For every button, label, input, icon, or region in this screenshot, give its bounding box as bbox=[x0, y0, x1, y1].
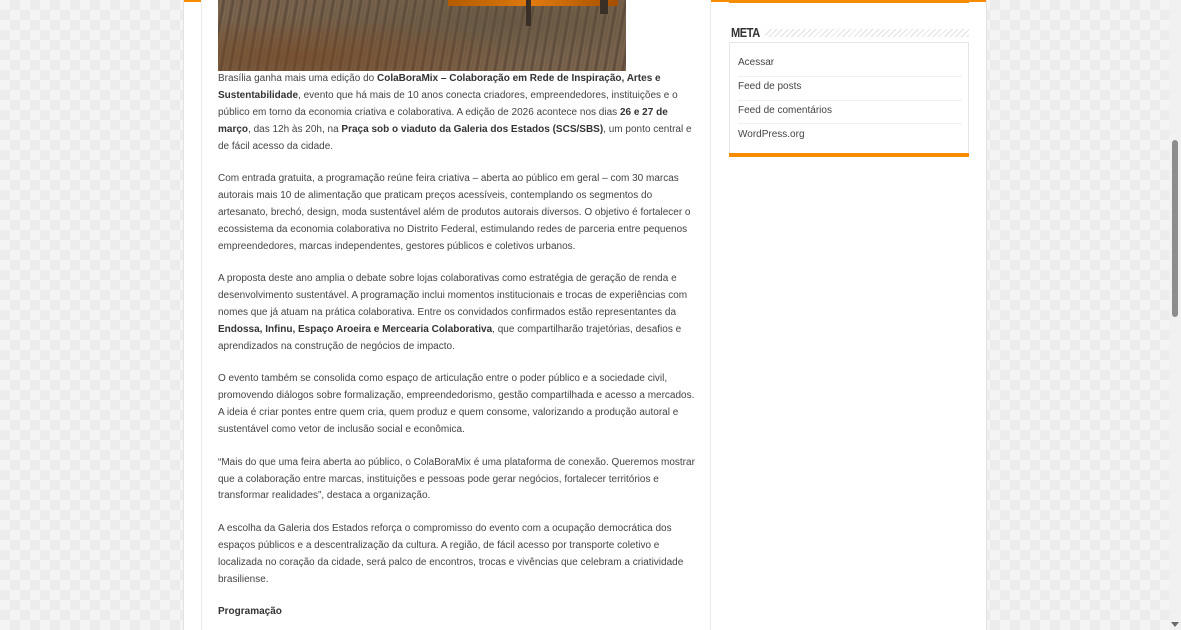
text-run: Brasília ganha mais uma edição do bbox=[218, 73, 377, 84]
article-paragraph-1 bbox=[218, 71, 698, 156]
divider bbox=[738, 123, 962, 124]
article-featured-image[interactable] bbox=[218, 0, 626, 71]
text-run: , evento que há mais de 10 anos conecta criadores, empreendedores, instituições e o público em torno da economia criativa e colaborativa. A edição de 2026 acontece nos dias bbox=[218, 89, 678, 118]
article-body bbox=[218, 71, 698, 621]
bold-text: Endossa, Infinu, Espaço Aroeira e Mercearia Colaborativa bbox=[218, 323, 493, 335]
meta-widget-title: META bbox=[731, 25, 760, 40]
bold-text: Praça sob o viaduto da Galeria dos Estados (SCS/SBS) bbox=[341, 123, 604, 135]
article-content bbox=[201, 0, 711, 630]
section-heading-programacao: Programação bbox=[218, 606, 282, 618]
page-wrapper bbox=[183, 0, 987, 630]
article-paragraph-4: O evento também se consolida como espaço de articulação entre o poder público e a sociedade civil, promovendo diálogos sobre formalização, empreendedorismo, gestão compartilhada e acesso a mercados. A ideia é criar pontes entre quem cria, quem produz e quem consome, valorizando a produção autoral e sustentável como vetor de inclusão social e econômica. bbox=[218, 373, 695, 436]
widget-accent-bar bbox=[729, 153, 969, 157]
text-run: A proposta deste ano amplia o debate sobre lojas colaborativas como estratégia de geração de renda e desenvolvimento sustentável. A programação inclui momentos institucionais e trocas de experiências com nomes que já atuam na prática colaborativa. Entre os convidados confirmados estão representantes da bbox=[218, 273, 688, 319]
meta-link-login[interactable]: Acessar bbox=[738, 57, 775, 68]
article-paragraph-6: A escolha da Galeria dos Estados reforça o compromisso do evento com a ocupação democrática dos espaços públicos e a descentralização da cultura. A região, de fácil acesso por transporte coletivo e localizada no coração da cidade, será palco de encontros, trocas e vivências que celebram a criatividade brasiliense. bbox=[218, 522, 684, 585]
meta-link-posts-feed[interactable]: Feed de posts bbox=[738, 81, 802, 92]
tree-trunk bbox=[600, 0, 608, 14]
meta-link-wordpress[interactable]: WordPress.org bbox=[738, 129, 805, 140]
widget-accent-bar bbox=[729, 0, 969, 3]
scrollbar-thumb[interactable] bbox=[1172, 140, 1178, 317]
text-run: , um ponto central e de fácil acesso da cidade. bbox=[218, 123, 692, 152]
text-run: , das 12h às 20h, na bbox=[248, 123, 342, 135]
meta-link-comments-feed[interactable]: Feed de comentários bbox=[738, 105, 832, 116]
divider bbox=[738, 76, 962, 77]
tree-trunk bbox=[526, 0, 531, 26]
widget-title-stripe bbox=[765, 29, 969, 37]
bold-text: ColaBoraMix – Colaboração em Rede de Inspiração, Artes e Sustentabilidade bbox=[218, 73, 661, 101]
divider bbox=[738, 100, 962, 101]
article-paragraph-5: “Mais do que uma feira aberta ao público, o ColaBoraMix é uma plataforma de conexão. Queremos mostrar que a colaboração entre marcas, instituições e pessoas pode gerar negócios, fortalecer territórios e transformar realidades”, destaca a organização. bbox=[218, 456, 695, 502]
meta-widget bbox=[729, 42, 969, 157]
bold-text: 26 e 27 de março bbox=[218, 106, 668, 135]
article-paragraph-3 bbox=[218, 271, 698, 356]
text-run: , que compartilharão trajetórias, desafios e aprendizados na construção de negócios de impacto. bbox=[218, 323, 682, 352]
foliage-decoration bbox=[448, 0, 618, 6]
page-scrollbar[interactable] bbox=[1169, 0, 1181, 630]
article-paragraph-2: Com entrada gratuita, a programação reúne feira criativa – aberta ao público em geral – com 30 marcas autorais mais 10 de alimentação que praticam preços acessíveis, contemplando os segmentos do artesanato, brechó, design, moda sustentável além de produtos autorais diversos. O objetivo é fortalecer o ecossistema da economia colaborativa no Distrito Federal, estimulando redes de parceria entre pequenos empreendedores, marcas independentes, gestores públicos e coletivos urbanos. bbox=[218, 173, 691, 252]
scroll-down-arrow-icon[interactable] bbox=[1171, 622, 1179, 627]
